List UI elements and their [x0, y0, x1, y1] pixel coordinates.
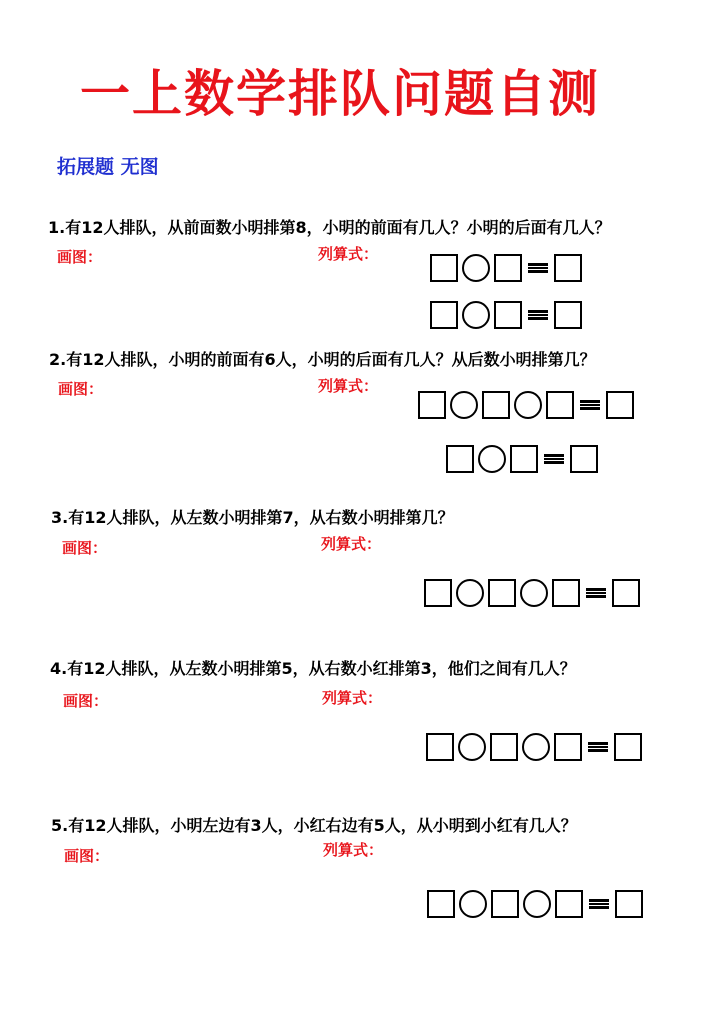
- operator-circle[interactable]: [462, 254, 490, 282]
- operator-circle[interactable]: [522, 733, 550, 761]
- answer-box[interactable]: [488, 579, 516, 607]
- operator-circle[interactable]: [462, 301, 490, 329]
- answer-box[interactable]: [427, 890, 455, 918]
- formula-label-1: 列算式：: [318, 245, 379, 263]
- equation-2a: [418, 391, 638, 419]
- answer-box[interactable]: [430, 301, 458, 329]
- answer-box[interactable]: [491, 890, 519, 918]
- operator-circle[interactable]: [450, 391, 478, 419]
- answer-box[interactable]: [510, 445, 538, 473]
- draw-label-4: 画图：: [63, 692, 109, 710]
- equals-sign: [588, 742, 608, 752]
- operator-circle[interactable]: [459, 890, 487, 918]
- answer-box[interactable]: [554, 254, 582, 282]
- question-5: 5.有12人排队，小明左边有3人，小红右边有5人，从小明到小红有几人？: [51, 816, 577, 835]
- answer-box[interactable]: [490, 733, 518, 761]
- answer-box[interactable]: [552, 579, 580, 607]
- question-1: 1.有12人排队，从前面数小明排第8，小明的前面有几人？小明的后面有几人？: [48, 218, 611, 237]
- draw-label-5: 画图：: [64, 847, 110, 865]
- answer-box[interactable]: [615, 890, 643, 918]
- answer-box[interactable]: [494, 301, 522, 329]
- answer-box[interactable]: [424, 579, 452, 607]
- operator-circle[interactable]: [523, 890, 551, 918]
- operator-circle[interactable]: [478, 445, 506, 473]
- equals-sign: [544, 454, 564, 464]
- answer-box[interactable]: [570, 445, 598, 473]
- answer-box[interactable]: [554, 301, 582, 329]
- answer-box[interactable]: [482, 391, 510, 419]
- answer-box[interactable]: [554, 733, 582, 761]
- operator-circle[interactable]: [456, 579, 484, 607]
- answer-box[interactable]: [418, 391, 446, 419]
- section-subtitle: 拓展题 无图: [57, 156, 159, 178]
- formula-label-2: 列算式：: [318, 377, 379, 395]
- answer-box[interactable]: [555, 890, 583, 918]
- equation-4: [426, 733, 646, 761]
- equals-sign: [586, 588, 606, 598]
- equals-sign: [580, 400, 600, 410]
- equals-sign: [528, 310, 548, 320]
- page-title: 一上数学排队问题自测: [80, 65, 600, 123]
- equation-5: [427, 890, 647, 918]
- formula-label-5: 列算式：: [323, 841, 384, 859]
- answer-box[interactable]: [494, 254, 522, 282]
- question-4: 4.有12人排队，从左数小明排第5，从右数小红排第3，他们之间有几人？: [50, 659, 576, 678]
- answer-box[interactable]: [430, 254, 458, 282]
- answer-box[interactable]: [426, 733, 454, 761]
- answer-box[interactable]: [612, 579, 640, 607]
- equation-3: [424, 579, 644, 607]
- equals-sign: [528, 263, 548, 273]
- question-2: 2.有12人排队，小明的前面有6人，小明的后面有几人？从后数小明排第几？: [49, 350, 596, 369]
- question-3: 3.有12人排队，从左数小明排第7，从右数小明排第几？: [51, 508, 454, 527]
- draw-label-2: 画图：: [58, 380, 104, 398]
- equation-1a: [430, 254, 586, 282]
- answer-box[interactable]: [614, 733, 642, 761]
- equation-1b: [430, 301, 586, 329]
- formula-label-4: 列算式：: [322, 689, 383, 707]
- operator-circle[interactable]: [520, 579, 548, 607]
- draw-label-1: 画图：: [57, 248, 103, 266]
- equation-2b: [446, 445, 602, 473]
- equals-sign: [589, 899, 609, 909]
- formula-label-3: 列算式：: [321, 535, 382, 553]
- answer-box[interactable]: [606, 391, 634, 419]
- operator-circle[interactable]: [458, 733, 486, 761]
- draw-label-3: 画图：: [62, 539, 108, 557]
- operator-circle[interactable]: [514, 391, 542, 419]
- answer-box[interactable]: [546, 391, 574, 419]
- answer-box[interactable]: [446, 445, 474, 473]
